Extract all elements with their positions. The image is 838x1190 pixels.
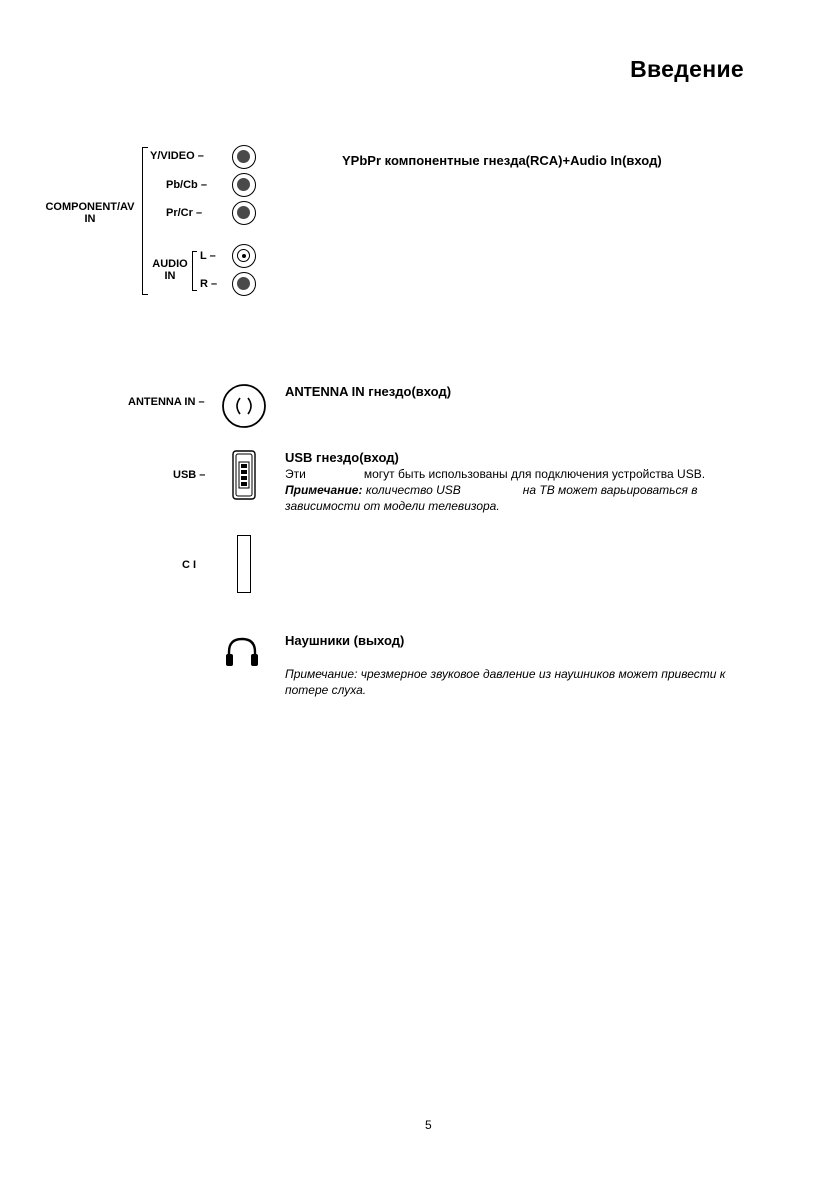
antenna-in-label — [128, 396, 205, 408]
audio-in-label — [150, 258, 190, 282]
pr-cr-jack — [232, 201, 256, 225]
usb-note-text-b: на ТВ может варьироваться в — [522, 483, 698, 497]
audio-l-label — [200, 250, 216, 262]
audio-r-dash: – — [211, 278, 218, 290]
usb-note-label: Примечание: — [285, 483, 363, 497]
usb-note-line2: зависимости от модели телевизора. — [285, 499, 500, 513]
headphones-heading: Наушники (выход) — [285, 633, 405, 648]
audio-bracket — [192, 251, 197, 291]
usb-dash: – — [199, 469, 206, 481]
pb-cb-label — [166, 179, 207, 191]
usb-line1 — [285, 466, 785, 482]
audio-in-line1: AUDIO — [152, 258, 188, 270]
y-video-jack — [232, 145, 256, 169]
ci-label: C I — [182, 559, 197, 571]
usb-label — [173, 469, 205, 481]
headphones-note-line2: потере слуха. — [285, 683, 367, 697]
antenna-description: ANTENNA IN гнездо(вход) — [285, 384, 452, 399]
pr-cr-text: Pr/Cr — [166, 207, 193, 219]
usb-port-icon — [231, 450, 257, 500]
y-video-label — [150, 150, 204, 162]
audio-in-line2: IN — [164, 270, 176, 282]
usb-text: USB — [173, 469, 197, 481]
component-description: YPbPr компонентные гнезда(RCA)+Audio In(вход) — [342, 153, 662, 168]
usb-note-text-a: количество USB — [365, 483, 461, 497]
audio-l-jack — [232, 244, 256, 268]
component-av-label — [42, 201, 138, 225]
page-title: Введение — [630, 56, 744, 82]
pr-cr-dash: – — [195, 207, 203, 219]
page-number: 5 — [425, 1118, 432, 1132]
antenna-jack-icon — [221, 383, 267, 429]
component-bracket — [142, 147, 148, 295]
audio-r-text: R — [200, 278, 208, 290]
audio-l-text: L — [200, 250, 207, 262]
antenna-in-dash: – — [198, 396, 205, 408]
headphones-icon — [224, 636, 260, 668]
audio-r-jack — [232, 272, 256, 296]
pr-cr-label — [166, 207, 202, 219]
ci-slot — [237, 535, 251, 593]
component-av-label-line2: IN — [84, 213, 96, 225]
usb-line1-b: могут быть использованы для подключения устройства USB. — [363, 467, 706, 481]
pb-cb-jack — [232, 173, 256, 197]
y-video-dash: – — [197, 150, 204, 162]
audio-l-dash: – — [209, 250, 216, 262]
pb-cb-text: Pb/Cb — [166, 179, 198, 191]
headphones-note-line1: Примечание: чрезмерное звуковое давление из наушников может привести к — [285, 667, 726, 681]
usb-note-line1 — [285, 482, 697, 498]
y-video-text: Y/VIDEO — [150, 150, 195, 162]
pb-cb-dash: – — [200, 179, 207, 191]
antenna-in-text: ANTENNA IN — [128, 396, 196, 408]
component-av-label-line1: COMPONENT/AV — [45, 201, 135, 213]
usb-heading: USB гнездо(вход) — [285, 450, 399, 465]
usb-line1-a: Эти — [285, 467, 306, 481]
audio-r-label — [200, 278, 217, 290]
